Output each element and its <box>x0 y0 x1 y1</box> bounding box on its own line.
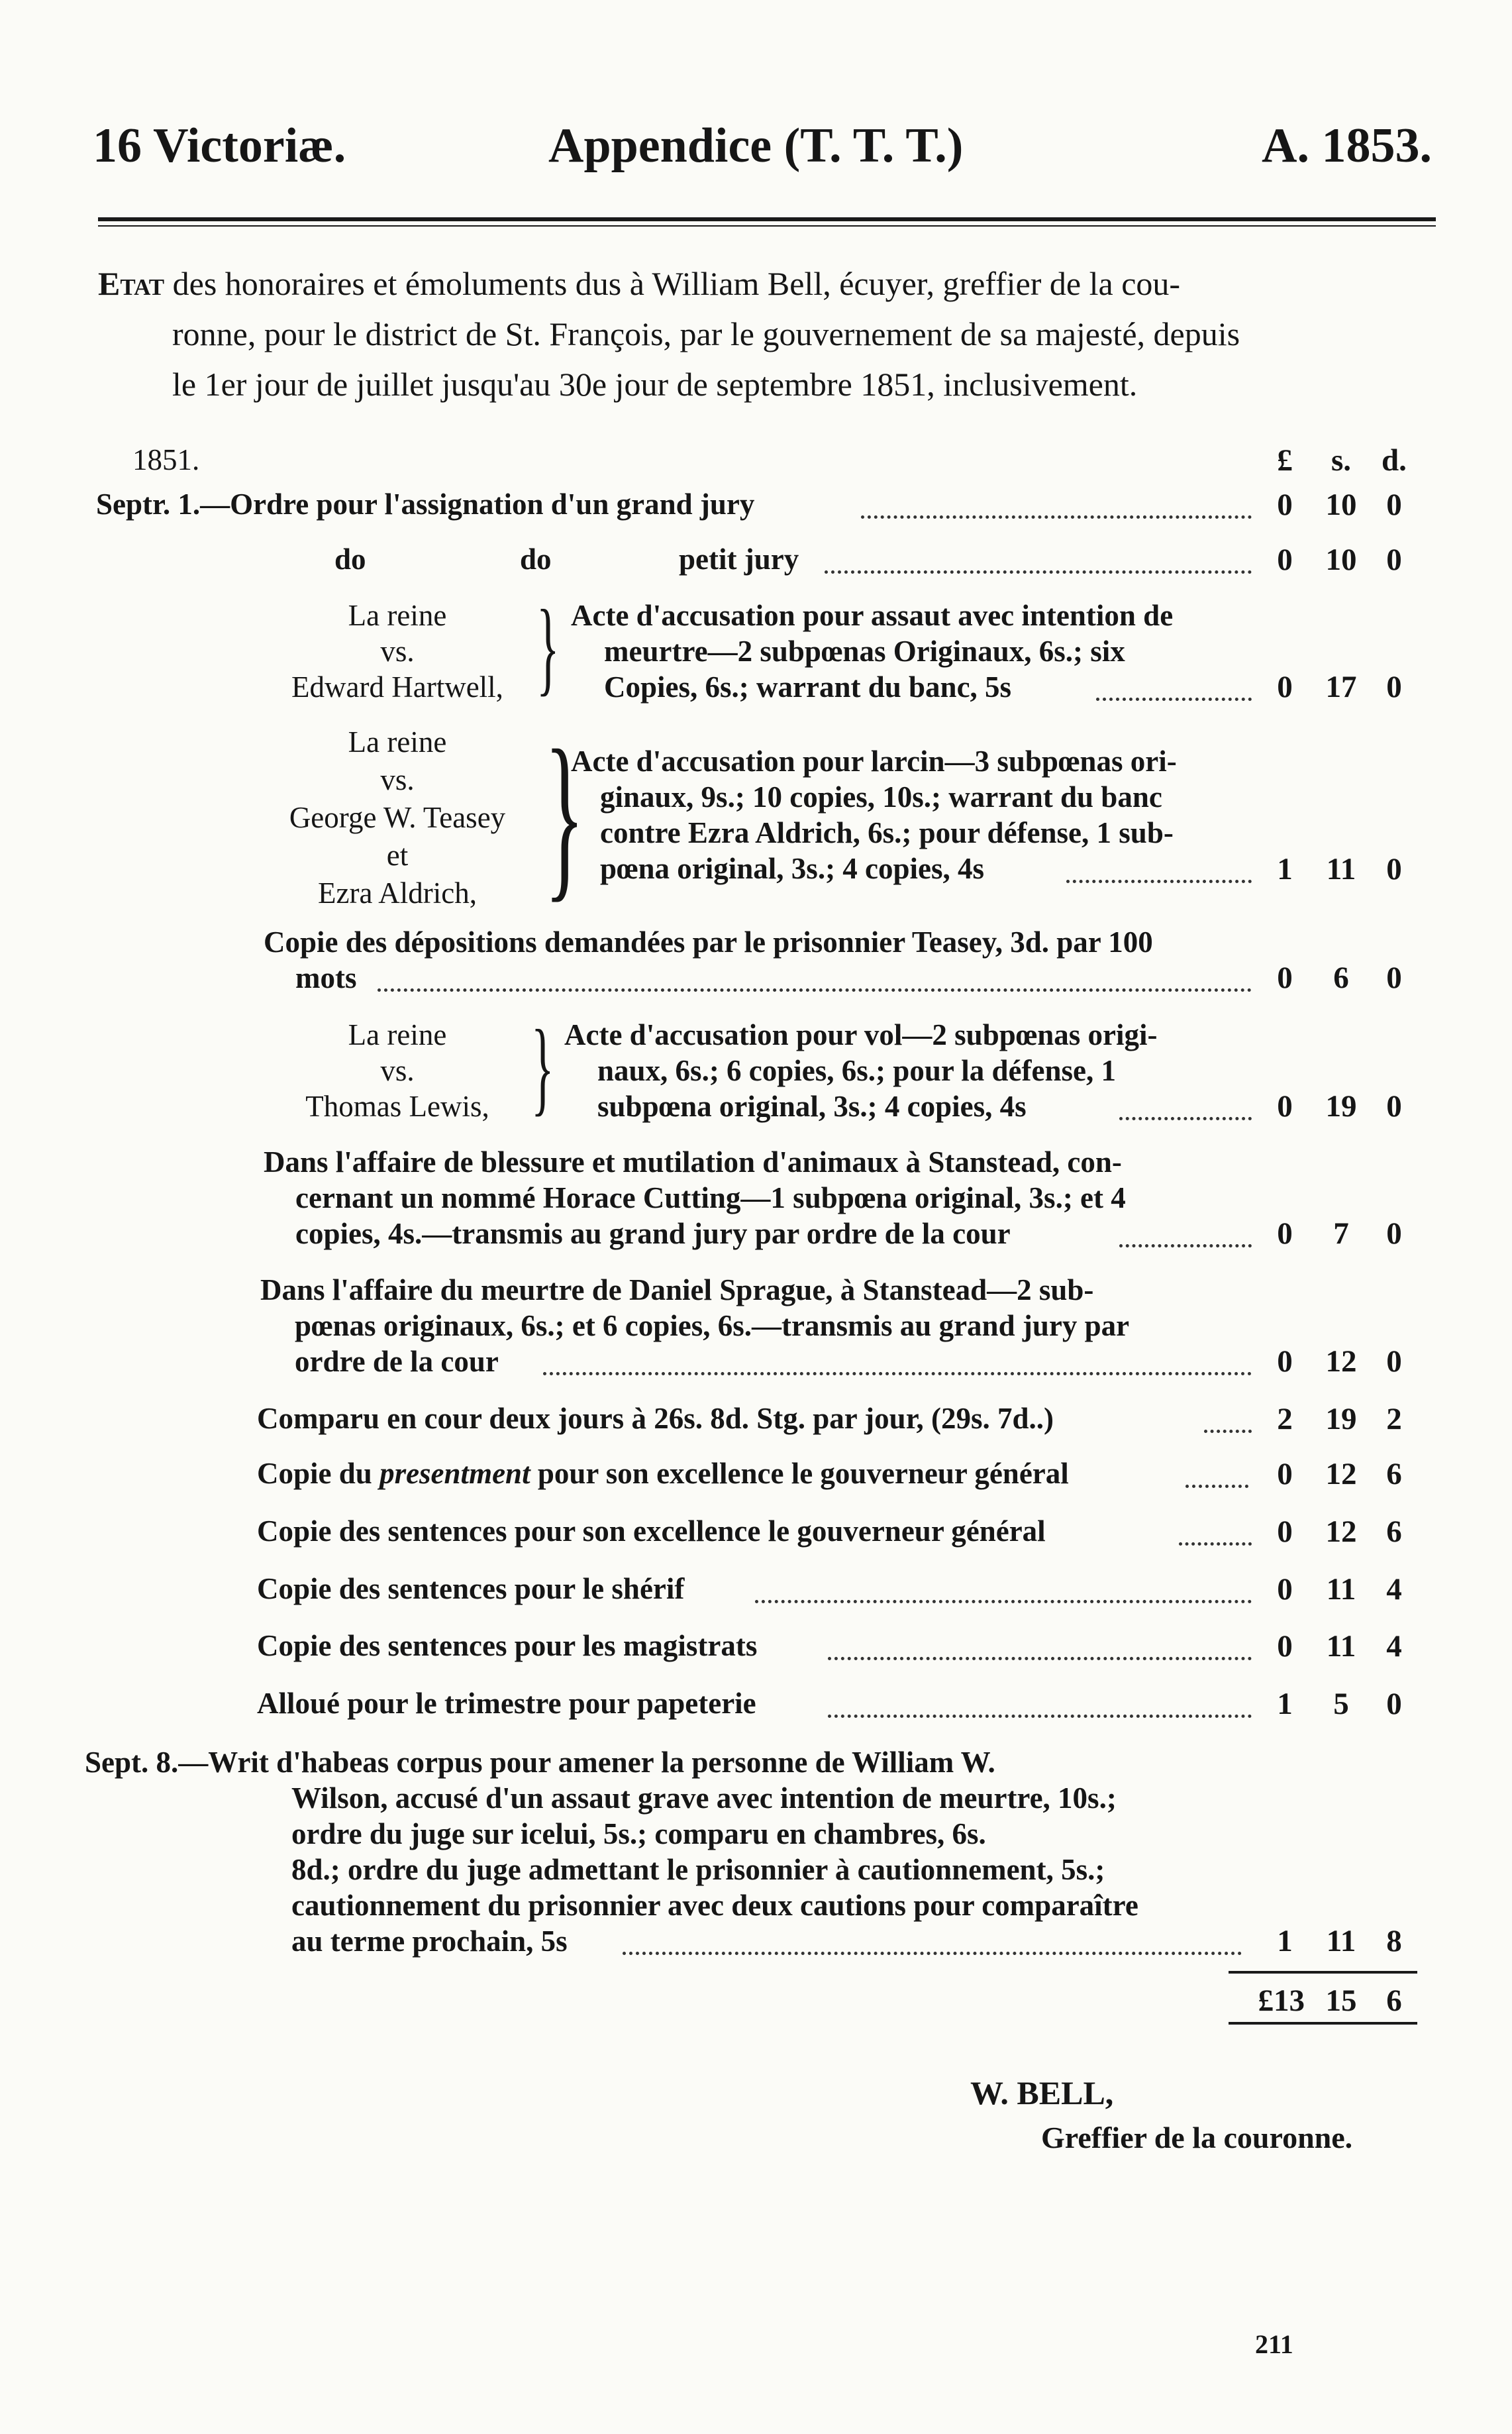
signature-name: W. BELL, <box>970 2074 1114 2111</box>
entry-4-pence: 0 <box>1386 852 1402 886</box>
description-line: Wilson, accusé d'un assaut grave avec intention de meurtre, 10s.; <box>291 1781 1117 1815</box>
entry-14-pounds: 1 <box>1277 1687 1293 1721</box>
leader-dots <box>1119 1244 1252 1247</box>
entry-15-description <box>85 1744 1138 1959</box>
pence-heading: d. <box>1382 443 1407 478</box>
entry-10-pounds: 0 <box>1277 1457 1293 1491</box>
description-line: naux, 6s.; 6 copies, 6s.; pour la défense, 1 <box>597 1054 1116 1087</box>
description-line: Acte d'accusation pour assaut avec intention de <box>571 599 1174 632</box>
party-line: La reine <box>348 599 447 632</box>
page-number: 211 <box>1255 2329 1293 2359</box>
party-line: vs. <box>380 635 415 668</box>
party-line: et <box>386 839 409 872</box>
entry-12-pence: 4 <box>1386 1572 1402 1607</box>
title-lead: Etat <box>98 265 165 302</box>
entry-11-pounds: 0 <box>1277 1514 1293 1549</box>
description-line: ordre du juge sur icelui, 5s.; comparu en chambres, 6s. <box>291 1817 986 1850</box>
brace: } <box>531 1008 554 1126</box>
entry-8-pounds: 0 <box>1277 1344 1293 1379</box>
description-line: pœnas originaux, 6s.; et 6 copies, 6s.—transmis au grand jury par <box>295 1309 1130 1342</box>
description-line: meurtre—2 subpœnas Originaux, 6s.; six <box>604 635 1125 668</box>
entry-10-pence: 6 <box>1386 1457 1402 1491</box>
description-line: au terme prochain, 5s <box>291 1925 568 1958</box>
entry-4-parties <box>252 723 543 912</box>
party-line: La reine <box>348 725 447 759</box>
entry-5-pence: 0 <box>1386 961 1402 995</box>
signature-role: Greffier de la couronne. <box>1041 2121 1353 2154</box>
total-rule <box>1229 1971 1417 1974</box>
entry-3-pence: 0 <box>1386 670 1402 704</box>
entry-2-text: petit jury <box>679 543 799 576</box>
entry-3-parties <box>258 598 536 705</box>
description-line: ordre de la cour <box>295 1345 499 1378</box>
party-line: vs. <box>380 763 415 796</box>
description-line: mots <box>295 961 357 994</box>
description-line: 8d.; ordre du juge admettant le prisonnier à cautionnement, 5s.; <box>291 1853 1105 1886</box>
description-line: contre Ezra Aldrich, 6s.; pour défense, 1 sub- <box>600 816 1174 849</box>
entry-9-text: Comparu en cour deux jours à 26s. 8d. Stg. par jour, (29s. 7d..) <box>257 1402 1054 1435</box>
entry-4-description <box>571 743 1177 886</box>
entry-7-pence: 0 <box>1386 1216 1402 1251</box>
entry-15-pence: 8 <box>1386 1924 1402 1958</box>
entry-12-shillings: 11 <box>1326 1572 1356 1607</box>
party-line: George W. Teasey <box>289 801 506 834</box>
party-line: vs. <box>380 1054 415 1087</box>
leader-dots <box>1204 1430 1252 1433</box>
leader-dots <box>1119 1117 1252 1120</box>
description-line: Copies, 6s.; warrant du banc, 5s <box>604 670 1012 704</box>
entry-date: Sept. 8.— <box>85 1746 209 1779</box>
entry-9-pounds: 2 <box>1277 1402 1293 1436</box>
entry-8-shillings: 12 <box>1325 1344 1357 1379</box>
entry-2-shillings: 10 <box>1325 543 1357 577</box>
leader-dots <box>1096 698 1252 701</box>
entry-13-shillings: 11 <box>1326 1629 1356 1664</box>
entry-2-do-1: do <box>334 543 366 576</box>
description-line: Dans l'affaire de blessure et mutilation d'animaux à Stanstead, con- <box>264 1145 1122 1179</box>
entry-7-shillings: 7 <box>1333 1216 1349 1251</box>
leader-dots <box>543 1372 1252 1375</box>
header-right: A. 1853. <box>1262 119 1432 173</box>
entry-4-shillings: 11 <box>1326 852 1356 886</box>
leader-dots <box>861 515 1252 519</box>
title-line2: ronne, pour le district de St. François, par le gouvernement de sa majesté, depuis <box>172 315 1240 352</box>
header-rule-thin <box>98 225 1436 227</box>
description-line: cautionnement du prisonnier avec deux cautions pour comparaître <box>291 1889 1138 1922</box>
entry-5-pounds: 0 <box>1277 961 1293 995</box>
description-line: Acte d'accusation pour vol—2 subpœnas origi- <box>564 1018 1158 1051</box>
description-line: Dans l'affaire du meurtre de Daniel Sprague, à Stanstead—2 sub- <box>260 1273 1094 1306</box>
entry-6-parties <box>265 1017 530 1124</box>
text-italic: presentment <box>379 1457 530 1490</box>
entry-2-pence: 0 <box>1386 543 1402 577</box>
header-rule-thick <box>98 217 1436 221</box>
leader-dots <box>825 570 1252 574</box>
description-line: Copie des dépositions demandées par le prisonnier Teasey, 3d. par 100 <box>264 926 1153 959</box>
entry-1-pence: 0 <box>1386 488 1402 522</box>
entry-3-shillings: 17 <box>1325 670 1357 704</box>
entry-8-pence: 0 <box>1386 1344 1402 1379</box>
entry-14-pence: 0 <box>1386 1687 1402 1721</box>
entry-1-shillings: 10 <box>1325 488 1357 522</box>
text-part: pour son excellence le gouverneur général <box>530 1457 1069 1490</box>
leader-dots <box>755 1600 1252 1603</box>
description-line: subpœna original, 3s.; 4 copies, 4s <box>597 1090 1027 1123</box>
entry-6-description <box>564 1017 1158 1124</box>
entry-7-pounds: 0 <box>1277 1216 1293 1251</box>
entry-12-pounds: 0 <box>1277 1572 1293 1607</box>
entry-15-shillings: 11 <box>1326 1924 1356 1958</box>
shillings-heading: s. <box>1331 443 1352 478</box>
header-center: Appendice (T. T. T.) <box>548 119 964 173</box>
description-line: Acte d'accusation pour larcin—3 subpœnas ori- <box>571 745 1177 778</box>
party-line: Ezra Aldrich, <box>318 876 477 910</box>
entry-9-shillings: 19 <box>1325 1402 1357 1436</box>
brace: } <box>536 588 560 706</box>
entry-14-shillings: 5 <box>1333 1687 1349 1721</box>
brace: } <box>544 712 585 918</box>
leader-dots <box>1185 1485 1248 1488</box>
title-line3: le 1er jour de juillet jusqu'au 30e jour de septembre 1851, inclusivement. <box>172 366 1138 403</box>
entry-11-text: Copie des sentences pour son excellence le gouverneur général <box>257 1514 1046 1548</box>
entry-6-pounds: 0 <box>1277 1089 1293 1124</box>
entry-2-pounds: 0 <box>1277 543 1293 577</box>
description-line: copies, 4s.—transmis au grand jury par ordre de la cour <box>295 1217 1011 1250</box>
entry-3-pounds: 0 <box>1277 670 1293 704</box>
entry-13-pence: 4 <box>1386 1629 1402 1664</box>
entry-date: Septr. 1.— <box>96 488 230 521</box>
entry-9-pence: 2 <box>1386 1402 1402 1436</box>
text-part: Copie du <box>257 1457 380 1490</box>
header-left: 16 Victoriæ. <box>93 119 346 173</box>
title-line1: des honoraires et émoluments dus à William Bell, écuyer, greffier de la cou- <box>164 265 1181 302</box>
entry-2-do-2: do <box>520 543 552 576</box>
description-line: Writ d'habeas corpus pour amener la personne de William W. <box>208 1746 995 1779</box>
entry-description: Ordre pour l'assignation d'un grand jury <box>230 488 755 521</box>
entry-14-text: Alloué pour le trimestre pour papeterie <box>257 1687 756 1720</box>
total-pounds: £13 <box>1258 1984 1305 2018</box>
entry-5-description <box>264 924 1153 996</box>
leader-dots <box>623 1952 1242 1955</box>
total-rule-bottom <box>1229 2022 1417 2025</box>
pounds-heading: £ <box>1277 443 1293 478</box>
entry-15-pounds: 1 <box>1277 1924 1293 1958</box>
year-label: 1851. <box>132 443 200 476</box>
entry-13-text: Copie des sentences pour les magistrats <box>257 1629 758 1662</box>
party-line: La reine <box>348 1018 447 1051</box>
description-line: ginaux, 9s.; 10 copies, 10s.; warrant du banc <box>600 780 1162 814</box>
statement-title <box>98 258 1429 409</box>
entry-10-shillings: 12 <box>1325 1457 1357 1491</box>
entry-8-description <box>260 1272 1129 1379</box>
party-line: Thomas Lewis, <box>305 1090 489 1123</box>
entry-11-shillings: 12 <box>1325 1514 1357 1549</box>
total-pence: 6 <box>1386 1984 1402 2018</box>
entry-5-shillings: 6 <box>1333 961 1349 995</box>
total-shillings: 15 <box>1325 1984 1357 2018</box>
description-line: cernant un nommé Horace Cutting—1 subpœna original, 3s.; et 4 <box>295 1181 1126 1214</box>
leader-dots <box>1066 880 1252 883</box>
entry-1-text <box>96 487 754 521</box>
leader-dots <box>828 1715 1252 1718</box>
entry-10-text <box>257 1456 1069 1491</box>
leader-dots <box>1179 1542 1252 1546</box>
description-line: pœna original, 3s.; 4 copies, 4s <box>600 852 985 885</box>
entry-6-shillings: 19 <box>1325 1089 1357 1124</box>
party-line: Edward Hartwell, <box>291 670 503 704</box>
leader-dots <box>378 988 1252 992</box>
entry-6-pence: 0 <box>1386 1089 1402 1124</box>
entry-7-description <box>264 1144 1126 1251</box>
entry-11-pence: 6 <box>1386 1514 1402 1549</box>
entry-12-text: Copie des sentences pour le shérif <box>257 1572 685 1605</box>
entry-4-pounds: 1 <box>1277 852 1293 886</box>
entry-3-description <box>571 598 1173 705</box>
entry-13-pounds: 0 <box>1277 1629 1293 1664</box>
leader-dots <box>828 1657 1252 1660</box>
entry-1-pounds: 0 <box>1277 488 1293 522</box>
